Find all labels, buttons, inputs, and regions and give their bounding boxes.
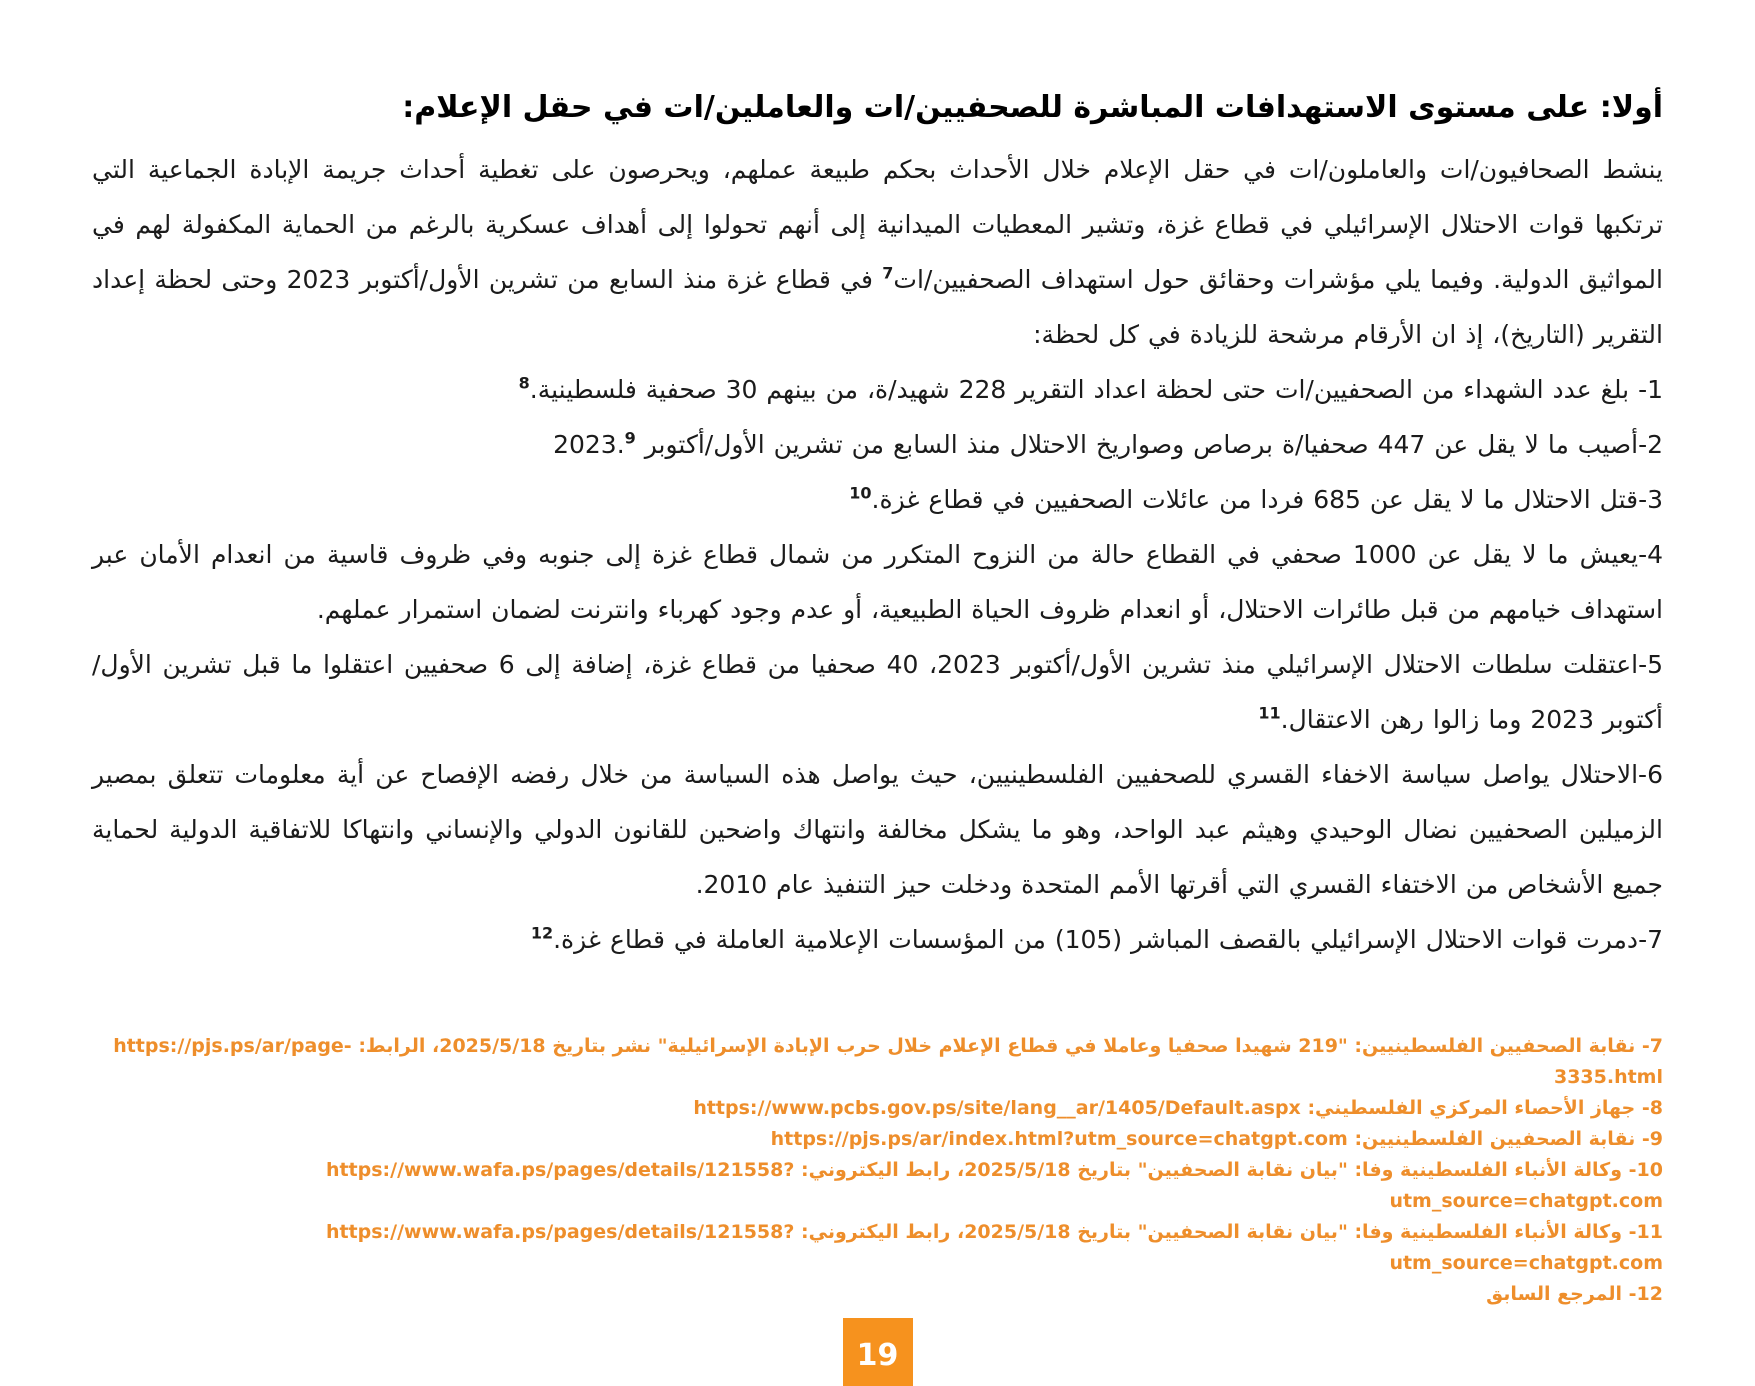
list-item-1 (92, 362, 1663, 417)
list-item-3 (92, 472, 1663, 527)
footnote-7-text: 7- نقابة الصحفيين الفلسطينيين: "219 شهيدا صحفيا وعاملا في قطاع الإعلام خلال حرب الإبادة الإسرائيلية" نشر بتاريخ 2025/5/18، الرابط: (358, 1035, 1663, 1057)
footnote-12 (92, 1279, 1663, 1310)
intro-text: ينشط الصحافيون/ات والعاملون/ات في حقل الإعلام خلال الأحداث بحكم طبيعة عملهم، ويحرصون على تغطية أحداث جريمة الإبادة الجماعية التي ترتكبها قوات الاحتلال الإسرائيلي في قطاع غزة، وتشير المعطيات الميدانية إلى أنهم تحولوا إلى أهداف عسكرية بالرغم من الحماية المكفولة لهم في المواثيق الدولية. وفيما يلي مؤشرات وحقائق حول استهداف الصحفيين/ات (92, 155, 1663, 294)
footnote-ref-12: 12 (530, 923, 554, 943)
footnote-10-url-link[interactable]: https://www.wafa.ps/pages/details/121558?utm_source=chatgpt.com (325, 1159, 1663, 1212)
footnote-ref-9: 9 (624, 428, 636, 448)
list-item-1-text: 1- بلغ عدد الشهداء من الصحفيين/ات حتى لحظة اعداد التقرير 228 شهيد/ة، من بينهم 30 صحفية فلسطينية. (529, 375, 1663, 404)
footnote-11-text: 11- وكالة الأنباء الفلسطينية وفا: "بيان نقابة الصحفيين" بتاريخ 2025/5/18، رابط اليكتروني: (801, 1221, 1663, 1243)
intro-paragraph (92, 142, 1663, 362)
list-item-2-text: 2-أصيب ما لا يقل عن 447 صحفيا/ة برصاص وصواريخ الاحتلال منذ السابع من تشرين الأول/أكتوبر 2023. (553, 430, 1663, 459)
list-item-2 (92, 417, 1663, 472)
footnote-9 (92, 1124, 1663, 1155)
footnote-10 (92, 1155, 1663, 1217)
list-item-3-text: 3-قتل الاحتلال ما لا يقل عن 685 فردا من عائلات الصحفيين في قطاع غزة. (871, 485, 1663, 514)
list-item-4 (92, 527, 1663, 637)
list-item-6-text: 6-الاحتلال يواصل سياسة الاخفاء القسري للصحفيين الفلسطينيين، حيث يواصل هذه السياسة من خلال رفضه الإفصاح عن أية معلومات تتعلق بمصير الزميلين الصحفيين نضال الوحيدي وهيثم عبد الواحد، وهو ما يشكل مخالفة وانتهاك واضحين للقانون الدولي والإنساني وانتهاكا للاتفاقية الدولية لحماية جميع الأشخاص من الاختفاء القسري التي أقرتها الأمم المتحدة ودخلت حيز التنفيذ عام 2010. (92, 760, 1663, 899)
list-item-6 (92, 747, 1663, 912)
list-item-5-text: 5-اعتقلت سلطات الاحتلال الإسرائيلي منذ تشرين الأول/أكتوبر 2023، 40 صحفيا من قطاع غزة، إضافة إلى 6 صحفيين اعتقلوا ما قبل تشرين الأول/أكتوبر 2023 وما زالوا رهن الاعتقال. (92, 650, 1663, 734)
footnotes-section (92, 1031, 1663, 1310)
list-item-4-text: 4-يعيش ما لا يقل عن 1000 صحفي في القطاع حالة من النزوح المتكرر من شمال قطاع غزة إلى جنوبه وفي ظروف قاسية من انعدام الأمان عبر استهداف خيامهم من قبل طائرات الاحتلال، أو انعدام ظروف الحياة الطبيعية، أو عدم وجود كهرباء وانترنت لضمان استمرار عملهم. (92, 540, 1663, 624)
footnote-10-text: 10- وكالة الأنباء الفلسطينية وفا: "بيان نقابة الصحفيين" بتاريخ 2025/5/18، رابط اليكتروني: (801, 1159, 1663, 1181)
list-item-7 (92, 912, 1663, 967)
footnote-8 (92, 1093, 1663, 1124)
footnote-8-url-link[interactable]: https://www.pcbs.gov.ps/site/lang__ar/1405/Default.aspx (693, 1097, 1301, 1119)
section-heading: أولا: على مستوى الاستهدافات المباشرة للصحفيين/ات والعاملين/ات في حقل الإعلام: (402, 90, 1663, 125)
list-item-5 (92, 637, 1663, 747)
page-number-badge (843, 1318, 913, 1386)
footnote-ref-11: 11 (1258, 703, 1281, 723)
footnote-11 (92, 1217, 1663, 1279)
footnote-7 (92, 1031, 1663, 1093)
intro-text-continued: في قطاع غزة منذ السابع من تشرين الأول/أكتوبر 2023 وحتى لحظة إعداد التقرير (التاريخ)، إذ ان الأرقام مرشحة للزيادة في كل لحظة: (92, 265, 1663, 349)
footnote-ref-7: 7 (882, 263, 894, 283)
list-item-7-text: 7-دمرت قوات الاحتلال الإسرائيلي بالقصف المباشر (105) من المؤسسات الإعلامية العاملة في قطاع غزة. (553, 925, 1663, 954)
footnote-ref-10: 10 (849, 483, 872, 503)
page-number: 19 (856, 1337, 899, 1373)
footnote-7-url-link[interactable]: https://pjs.ps/ar/page-3335.html (113, 1035, 1663, 1088)
footnote-ref-8: 8 (518, 373, 530, 393)
footnote-9-text: 9- نقابة الصحفيين الفلسطينيين: (1354, 1128, 1663, 1150)
footnote-9-url-link[interactable]: https://pjs.ps/ar/index.html?utm_source=chatgpt.com (770, 1128, 1348, 1150)
footnote-12-text: 12- المرجع السابق (1486, 1283, 1663, 1305)
footnote-11-url-link[interactable]: https://www.wafa.ps/pages/details/121558?utm_source=chatgpt.com (325, 1221, 1663, 1274)
footnote-8-text: 8- جهاز الأحصاء المركزي الفلسطيني: (1307, 1097, 1663, 1119)
